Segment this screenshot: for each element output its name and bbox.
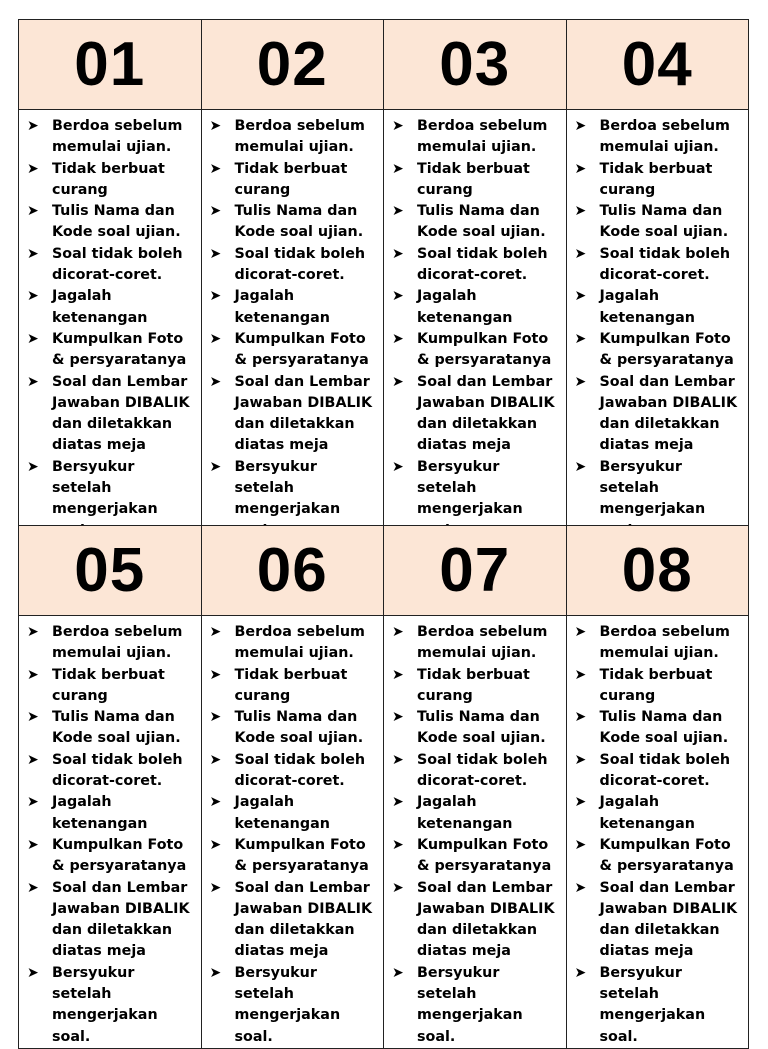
rule-text: Tulis Nama dan Kode soal ujian.	[599, 709, 729, 747]
rule-item	[210, 116, 384, 159]
card-rules-cell	[566, 110, 749, 543]
rule-text: Bersyukur setelah mengerjakan soal.	[52, 964, 158, 1045]
rule-item	[27, 835, 201, 878]
arrowhead-bullet-icon: ➤	[574, 245, 587, 262]
card-number-row	[19, 526, 749, 616]
arrowhead-bullet-icon: ➤	[392, 160, 404, 177]
arrowhead-bullet-icon: ➤	[209, 288, 222, 305]
arrowhead-bullet-icon: ➤	[209, 458, 222, 475]
card-number-cell	[384, 20, 567, 110]
arrowhead-bullet-icon: ➤	[209, 203, 222, 220]
rule-text: Soal tidak boleh dicorat-coret.	[52, 245, 183, 284]
arrowhead-bullet-icon: ➤	[27, 458, 39, 475]
rule-text: Bersyukur setelah mengerjakan	[52, 458, 158, 518]
arrowhead-bullet-icon: ➤	[392, 751, 404, 768]
arrowhead-bullet-icon: ➤	[27, 666, 39, 683]
rule-item	[210, 372, 384, 457]
rule-item	[392, 750, 566, 793]
rules-list	[19, 622, 201, 1048]
rule-item	[392, 201, 566, 244]
rules-list	[19, 116, 201, 542]
rule-text: Tidak berbuat curang	[417, 666, 530, 704]
rule-text: Soal tidak boleh dicorat-coret.	[599, 245, 731, 284]
arrowhead-bullet-icon: ➤	[209, 245, 222, 262]
arrowhead-bullet-icon: ➤	[27, 118, 39, 134]
rule-item	[210, 622, 384, 665]
rule-item	[27, 963, 201, 1048]
rule-text: Bersyukur setelah mengerjakan soal.	[234, 964, 341, 1045]
rule-text: Kumpulkan Foto & persyaratanya	[599, 330, 734, 369]
rule-text: Soal tidak boleh dicorat-coret.	[234, 245, 366, 284]
arrowhead-bullet-icon: ➤	[574, 373, 587, 390]
arrowhead-bullet-icon: ➤	[392, 288, 404, 305]
card-number: 07	[439, 536, 511, 605]
rule-text: Soal dan Lembar Jawaban DIBALIK dan diletakkan diatas meja	[52, 879, 190, 960]
rule-item	[210, 286, 384, 329]
card-number-cell	[19, 526, 202, 616]
rule-text: Soal tidak boleh dicorat-coret.	[52, 751, 183, 790]
arrowhead-bullet-icon: ➤	[574, 666, 587, 683]
rule-text: Tulis Nama dan Kode soal ujian.	[52, 709, 181, 747]
arrowhead-bullet-icon: ➤	[574, 751, 587, 768]
rule-text: Bersyukur setelah mengerjakan	[234, 458, 341, 518]
rule-text: Tulis Nama dan Kode soal ujian.	[52, 203, 181, 241]
rules-list	[384, 116, 566, 542]
card-number: 04	[621, 30, 693, 99]
arrowhead-bullet-icon: ➤	[392, 666, 404, 683]
rule-text: Jagalah ketenangan	[52, 288, 148, 326]
arrowhead-bullet-icon: ➤	[27, 288, 39, 305]
rule-text: Kumpulkan Foto & persyaratanya	[599, 836, 734, 875]
rules-list	[567, 116, 749, 542]
arrowhead-bullet-icon: ➤	[392, 964, 404, 981]
rule-text: Kumpulkan Foto & persyaratanya	[234, 330, 369, 369]
arrowhead-bullet-icon: ➤	[392, 709, 404, 726]
card-number: 02	[256, 30, 328, 99]
rule-text: Berdoa sebelum memulai ujian.	[417, 118, 548, 156]
rule-item	[27, 201, 201, 244]
rule-item	[575, 329, 749, 372]
arrowhead-bullet-icon: ➤	[209, 836, 222, 853]
arrowhead-bullet-icon: ➤	[209, 160, 222, 177]
arrowhead-bullet-icon: ➤	[392, 624, 404, 640]
rule-item	[210, 201, 384, 244]
rule-text: Kumpulkan Foto & persyaratanya	[234, 836, 369, 875]
arrowhead-bullet-icon: ➤	[209, 118, 222, 134]
arrowhead-bullet-icon: ➤	[574, 118, 587, 134]
rule-text: Berdoa sebelum memulai ujian.	[234, 118, 365, 156]
arrowhead-bullet-icon: ➤	[574, 288, 587, 305]
rule-item	[27, 665, 201, 708]
arrowhead-bullet-icon: ➤	[209, 666, 222, 683]
rule-text: Soal tidak boleh dicorat-coret.	[234, 751, 366, 790]
arrowhead-bullet-icon: ➤	[574, 709, 587, 726]
rule-text: Bersyukur setelah mengerjakan soal.	[599, 964, 706, 1045]
arrowhead-bullet-icon: ➤	[574, 330, 587, 347]
rule-text: Soal dan Lembar Jawaban DIBALIK dan diletakkan diatas meja	[417, 373, 555, 454]
arrowhead-bullet-icon: ➤	[209, 964, 222, 981]
rule-item	[575, 665, 749, 708]
rule-item	[575, 750, 749, 793]
rule-text: Tidak berbuat curang	[52, 666, 165, 704]
arrowhead-bullet-icon: ➤	[209, 794, 222, 811]
rule-item	[392, 159, 566, 202]
arrowhead-bullet-icon: ➤	[209, 624, 222, 640]
arrowhead-bullet-icon: ➤	[209, 330, 222, 347]
rule-text: Kumpulkan Foto & persyaratanya	[52, 330, 187, 369]
rule-text: Tidak berbuat curang	[234, 666, 348, 704]
rule-text: Tulis Nama dan Kode soal ujian.	[417, 709, 546, 747]
rule-text: Soal dan Lembar Jawaban DIBALIK dan diletakkan diatas meja	[52, 373, 190, 454]
rule-item	[575, 963, 749, 1048]
rule-text: Berdoa sebelum memulai ujian.	[599, 624, 730, 662]
card-number: 06	[256, 536, 328, 605]
rule-text: Tidak berbuat curang	[234, 160, 348, 198]
rule-item	[210, 665, 384, 708]
rule-text: Berdoa sebelum memulai ujian.	[52, 118, 183, 156]
rule-item	[210, 792, 384, 835]
card-rules-cell	[566, 616, 749, 1049]
arrowhead-bullet-icon: ➤	[27, 751, 39, 768]
card-number-cell	[19, 20, 202, 110]
rule-text: Tulis Nama dan Kode soal ujian.	[234, 203, 364, 241]
card-rules-cell	[19, 110, 202, 543]
rule-item	[210, 707, 384, 750]
card-number-cell	[201, 526, 384, 616]
arrowhead-bullet-icon: ➤	[574, 836, 587, 853]
rule-item	[210, 159, 384, 202]
rule-item	[575, 116, 749, 159]
rule-item	[392, 707, 566, 750]
rule-item	[392, 244, 566, 287]
rule-item	[575, 622, 749, 665]
rule-text: Berdoa sebelum memulai ujian.	[52, 624, 183, 662]
arrowhead-bullet-icon: ➤	[392, 794, 404, 811]
rule-text: Bersyukur setelah mengerjakan soal.	[417, 964, 523, 1045]
card-rules-row	[19, 110, 749, 543]
rule-text: Jagalah ketenangan	[599, 288, 695, 326]
rule-item	[27, 622, 201, 665]
rule-item	[27, 878, 201, 963]
card-sheet-top	[18, 19, 749, 543]
rule-text: Soal dan Lembar Jawaban DIBALIK dan diletakkan diatas meja	[599, 373, 738, 454]
rule-text: Jagalah ketenangan	[417, 794, 513, 832]
rule-item	[575, 792, 749, 835]
rule-item	[210, 329, 384, 372]
rule-text: Jagalah ketenangan	[234, 794, 330, 832]
arrowhead-bullet-icon: ➤	[392, 118, 404, 134]
rule-item	[392, 835, 566, 878]
card-number-cell	[566, 20, 749, 110]
rule-text: Bersyukur setelah mengerjakan	[417, 458, 523, 518]
card-number: 05	[74, 536, 146, 605]
card-number-cell	[384, 526, 567, 616]
rule-text: Bersyukur setelah mengerjakan	[599, 458, 706, 518]
arrowhead-bullet-icon: ➤	[27, 245, 39, 262]
arrowhead-bullet-icon: ➤	[27, 373, 39, 390]
rule-text: Jagalah ketenangan	[52, 794, 148, 832]
rule-item	[575, 878, 749, 963]
rule-item	[210, 963, 384, 1048]
arrowhead-bullet-icon: ➤	[392, 245, 404, 262]
card-rules-cell	[384, 616, 567, 1049]
arrowhead-bullet-icon: ➤	[392, 203, 404, 220]
rule-text: Soal dan Lembar Jawaban DIBALIK dan diletakkan diatas meja	[599, 879, 738, 960]
rule-item	[575, 372, 749, 457]
rules-list	[202, 116, 384, 542]
arrowhead-bullet-icon: ➤	[27, 836, 39, 853]
rule-item	[210, 835, 384, 878]
card-number: 08	[621, 536, 693, 605]
rule-item	[27, 159, 201, 202]
rule-text: Tulis Nama dan Kode soal ujian.	[417, 203, 546, 241]
card-rules-cell	[384, 110, 567, 543]
rule-item	[27, 792, 201, 835]
rule-text: Tulis Nama dan Kode soal ujian.	[599, 203, 729, 241]
arrowhead-bullet-icon: ➤	[209, 879, 222, 896]
arrowhead-bullet-icon: ➤	[392, 373, 404, 390]
card-rules-cell	[201, 616, 384, 1049]
rule-text: Berdoa sebelum memulai ujian.	[234, 624, 365, 662]
rule-item	[392, 878, 566, 963]
rule-item	[575, 201, 749, 244]
rule-text: Soal dan Lembar Jawaban DIBALIK dan diletakkan diatas meja	[234, 373, 373, 454]
arrowhead-bullet-icon: ➤	[209, 373, 222, 390]
rule-item	[27, 244, 201, 287]
rule-item	[27, 116, 201, 159]
rule-text: Tidak berbuat curang	[52, 160, 165, 198]
rule-item	[392, 329, 566, 372]
rule-item	[392, 665, 566, 708]
arrowhead-bullet-icon: ➤	[392, 330, 404, 347]
rule-item	[392, 792, 566, 835]
arrowhead-bullet-icon: ➤	[27, 330, 39, 347]
arrowhead-bullet-icon: ➤	[392, 458, 404, 475]
rule-item	[392, 286, 566, 329]
rule-text: Tidak berbuat curang	[417, 160, 530, 198]
rule-item	[27, 286, 201, 329]
rule-item	[27, 329, 201, 372]
card-rules-cell	[19, 616, 202, 1049]
rule-item	[27, 372, 201, 457]
rule-text: Kumpulkan Foto & persyaratanya	[417, 836, 552, 875]
rule-text: Berdoa sebelum memulai ujian.	[599, 118, 730, 156]
rule-text: Soal tidak boleh dicorat-coret.	[599, 751, 731, 790]
arrowhead-bullet-icon: ➤	[27, 879, 39, 896]
card-number-row	[19, 20, 749, 110]
rule-item	[210, 750, 384, 793]
arrowhead-bullet-icon: ➤	[392, 879, 404, 896]
card-number: 03	[439, 30, 511, 99]
card-number-cell	[566, 526, 749, 616]
arrowhead-bullet-icon: ➤	[27, 964, 39, 981]
rule-item	[392, 116, 566, 159]
rule-item	[392, 963, 566, 1048]
arrowhead-bullet-icon: ➤	[574, 203, 587, 220]
rule-text: Jagalah ketenangan	[417, 288, 513, 326]
arrowhead-bullet-icon: ➤	[209, 751, 222, 768]
rule-item	[575, 707, 749, 750]
arrowhead-bullet-icon: ➤	[574, 458, 587, 475]
rule-text: Kumpulkan Foto & persyaratanya	[417, 330, 552, 369]
card-number: 01	[74, 30, 146, 99]
arrowhead-bullet-icon: ➤	[27, 203, 39, 220]
rule-item	[210, 244, 384, 287]
rule-item	[27, 707, 201, 750]
arrowhead-bullet-icon: ➤	[574, 879, 587, 896]
arrowhead-bullet-icon: ➤	[27, 709, 39, 726]
rule-item	[210, 878, 384, 963]
card-sheet-bottom	[18, 525, 749, 1049]
arrowhead-bullet-icon: ➤	[574, 160, 587, 177]
arrowhead-bullet-icon: ➤	[27, 160, 39, 177]
rules-list	[567, 622, 749, 1048]
rule-text: Soal tidak boleh dicorat-coret.	[417, 751, 548, 790]
rule-text: Tidak berbuat curang	[599, 666, 713, 704]
rule-item	[27, 750, 201, 793]
rule-item	[392, 622, 566, 665]
rule-text: Jagalah ketenangan	[234, 288, 330, 326]
arrowhead-bullet-icon: ➤	[209, 709, 222, 726]
arrowhead-bullet-icon: ➤	[574, 794, 587, 811]
card-number-cell	[201, 20, 384, 110]
rule-text: Tidak berbuat curang	[599, 160, 713, 198]
rule-text: Soal tidak boleh dicorat-coret.	[417, 245, 548, 284]
rules-list	[202, 622, 384, 1048]
card-rules-row	[19, 616, 749, 1049]
rule-item	[575, 244, 749, 287]
rule-text: Soal dan Lembar Jawaban DIBALIK dan diletakkan diatas meja	[417, 879, 555, 960]
rule-text: Jagalah ketenangan	[599, 794, 695, 832]
arrowhead-bullet-icon: ➤	[574, 964, 587, 981]
arrowhead-bullet-icon: ➤	[574, 624, 587, 640]
rule-item	[392, 372, 566, 457]
card-rules-cell	[201, 110, 384, 543]
arrowhead-bullet-icon: ➤	[392, 836, 404, 853]
arrowhead-bullet-icon: ➤	[27, 794, 39, 811]
rule-text: Kumpulkan Foto & persyaratanya	[52, 836, 187, 875]
arrowhead-bullet-icon: ➤	[27, 624, 39, 640]
rule-item	[575, 835, 749, 878]
rule-text: Tulis Nama dan Kode soal ujian.	[234, 709, 364, 747]
rule-text: Berdoa sebelum memulai ujian.	[417, 624, 548, 662]
rules-list	[384, 622, 566, 1048]
rule-item	[575, 159, 749, 202]
rule-text: Soal dan Lembar Jawaban DIBALIK dan diletakkan diatas meja	[234, 879, 373, 960]
rule-item	[575, 286, 749, 329]
